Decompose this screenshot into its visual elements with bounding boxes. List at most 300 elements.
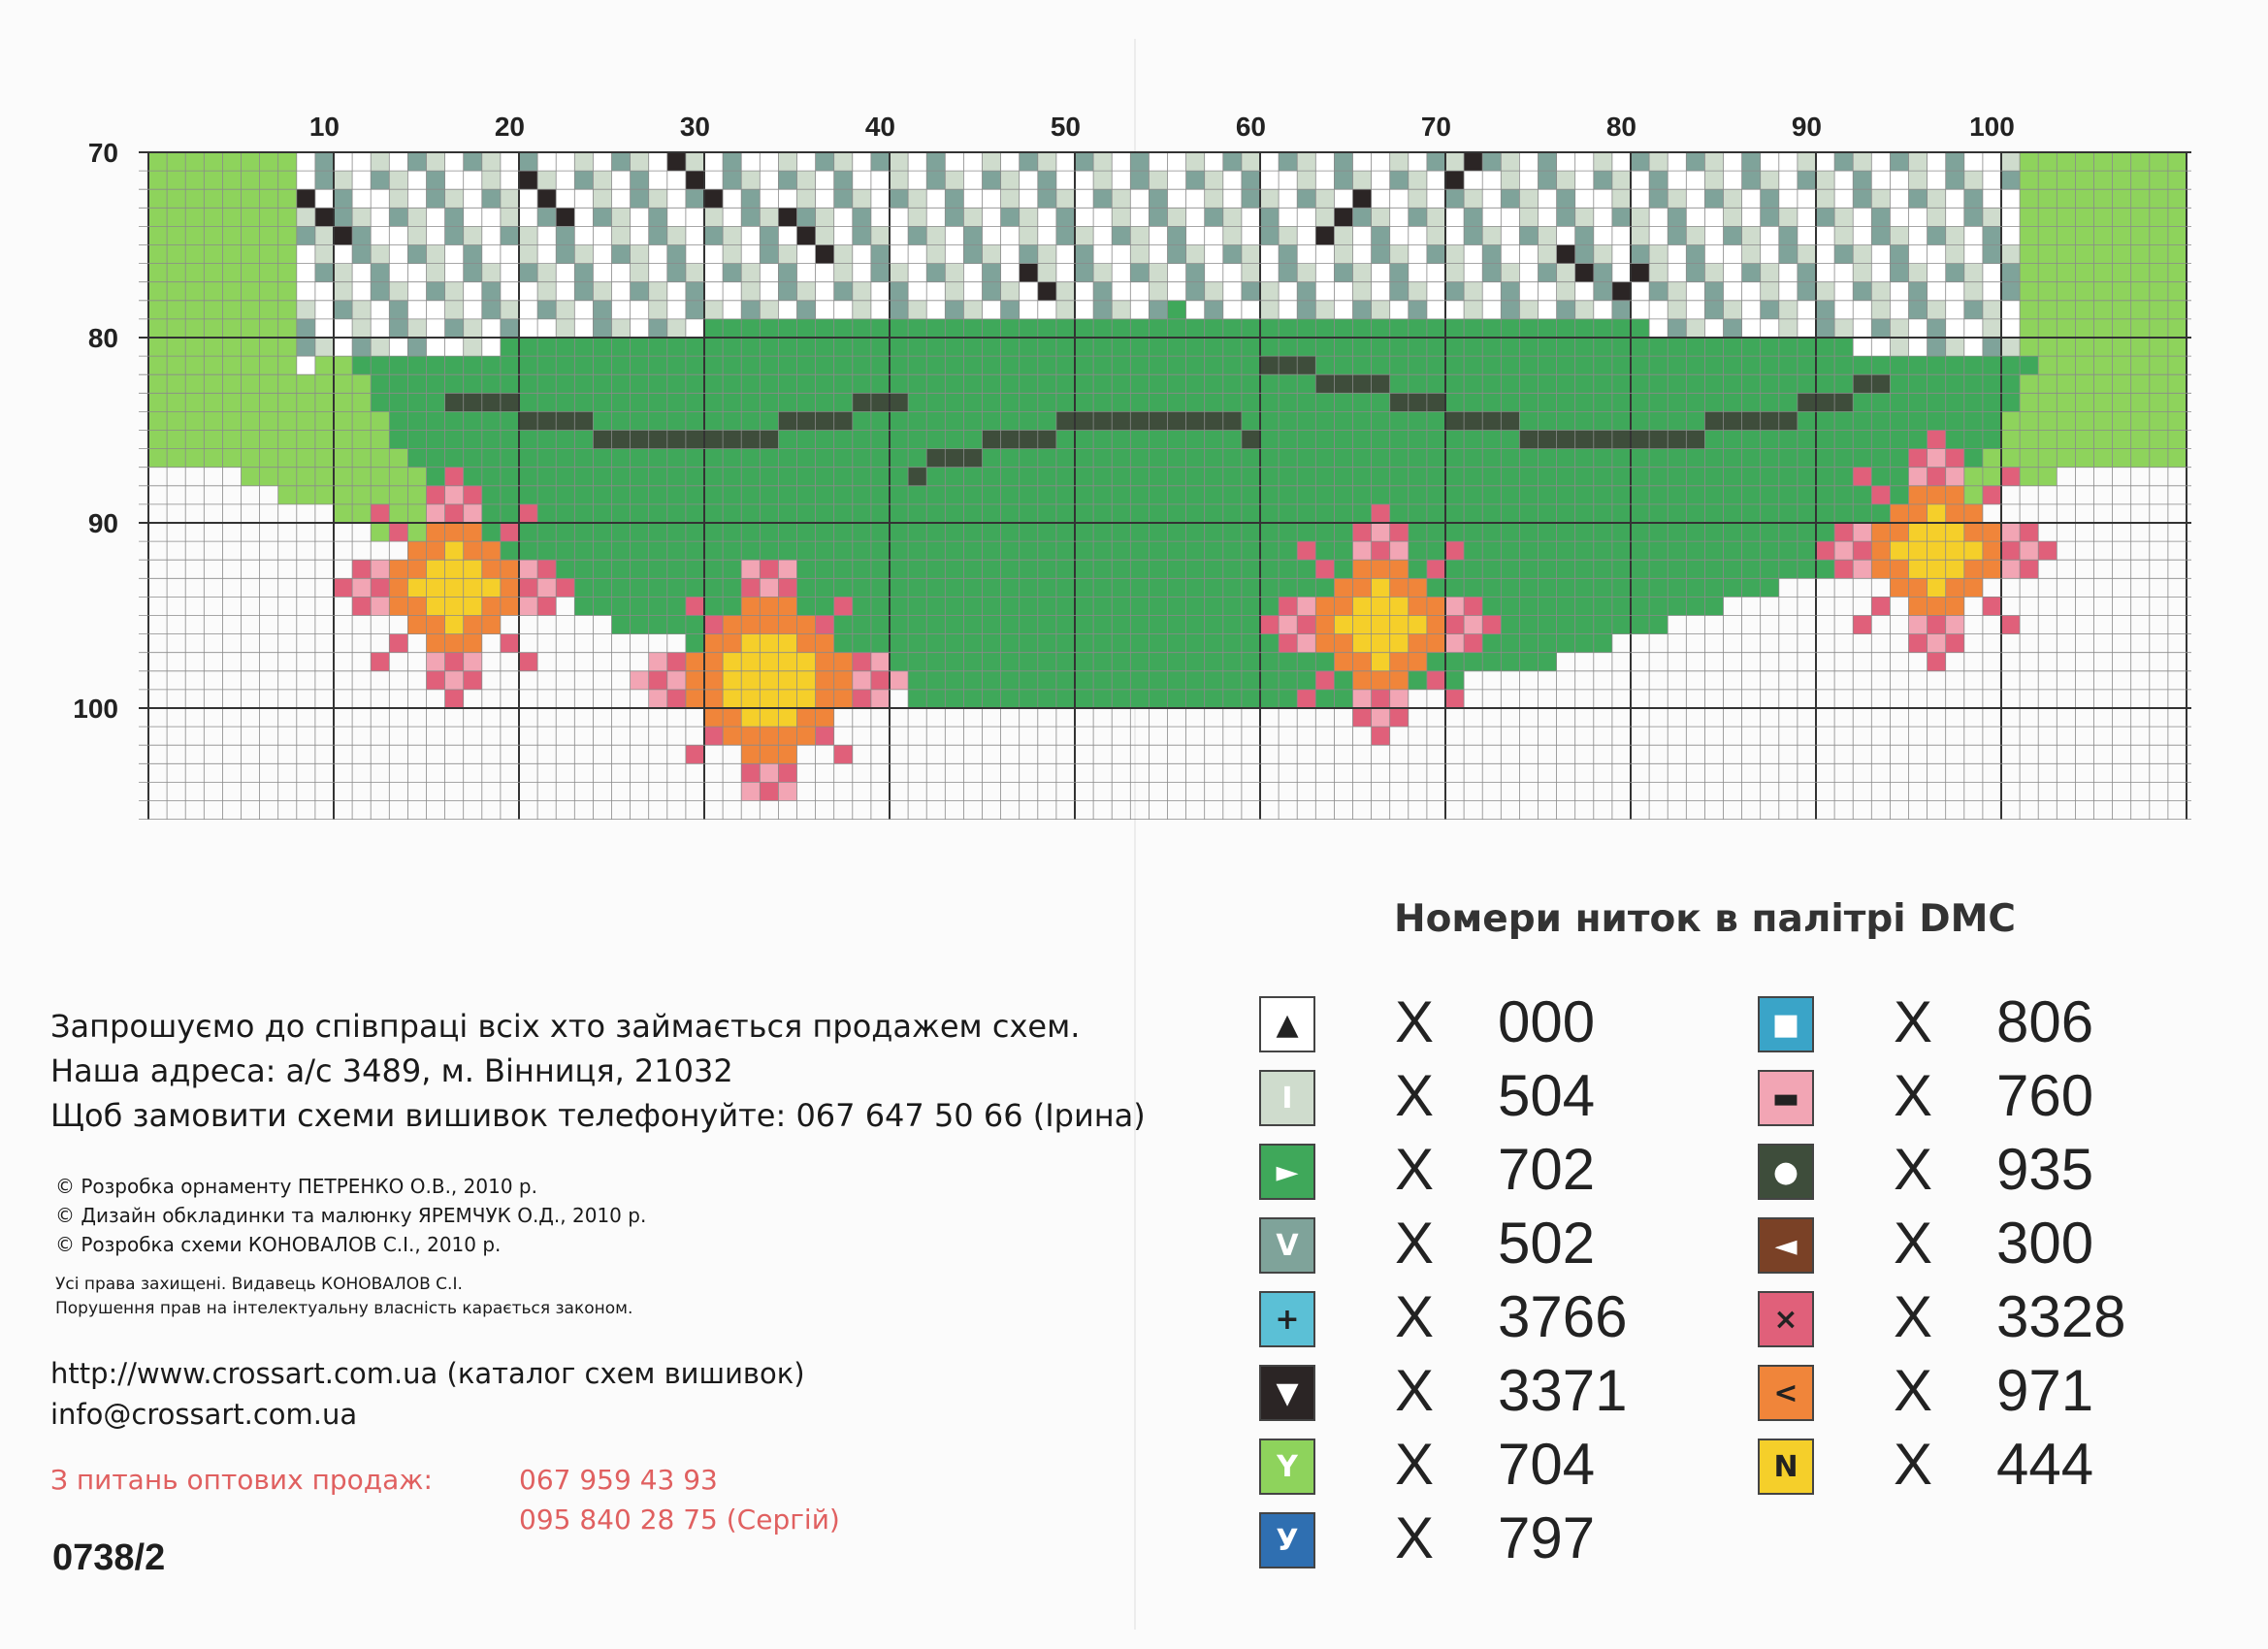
stitch-cell	[1242, 264, 1260, 282]
stitch-cell	[1223, 634, 1242, 653]
vine-cell	[1279, 356, 1297, 374]
stitch-cell	[1130, 264, 1149, 282]
stitch-cell	[1315, 282, 1334, 301]
stitch-cell	[407, 374, 426, 393]
stitch-cell	[631, 468, 649, 486]
dmc-number: 3766	[1498, 1284, 1628, 1349]
stitch-cell	[1297, 264, 1315, 282]
stitch-cell	[1557, 189, 1575, 208]
stitch-cell	[222, 264, 241, 282]
stitch-cell	[983, 486, 1001, 504]
stitch-cell	[1501, 616, 1519, 634]
flower-cell	[816, 690, 834, 708]
stitch-cell	[649, 226, 667, 244]
stitch-cell	[1075, 578, 1093, 597]
stitch-cell	[1482, 245, 1501, 264]
color-swatch	[1259, 1144, 1315, 1200]
stitch-cell	[1149, 690, 1167, 708]
vine-cell	[501, 393, 519, 411]
stitch-cell	[389, 486, 407, 504]
stitch-cell	[945, 356, 963, 374]
stitch-cell	[741, 449, 760, 468]
stitch-cell	[464, 449, 482, 468]
stitch-cell	[204, 208, 222, 226]
cross-icon: ×	[1773, 1302, 1798, 1337]
stitch-cell	[741, 523, 760, 541]
stitch-cell	[1686, 411, 1704, 430]
stitch-cell	[704, 449, 723, 468]
stitch-cell	[593, 208, 611, 226]
stitch-cell	[1315, 468, 1334, 486]
stitch-cell	[593, 264, 611, 282]
stitch-cell	[1297, 560, 1315, 578]
stitch-cell	[1149, 393, 1167, 411]
stitch-cell	[1686, 226, 1704, 244]
stitch-cell	[1427, 319, 1445, 338]
stitch-cell	[1168, 171, 1186, 189]
stitch-cell	[816, 597, 834, 615]
stitch-cell	[871, 616, 890, 634]
stitch-cell	[890, 226, 908, 244]
stitch-cell	[723, 245, 741, 264]
stitch-cell	[1649, 301, 1668, 319]
flower-cell	[704, 727, 723, 745]
stitch-cell	[631, 301, 649, 319]
stitch-cell	[760, 338, 778, 356]
stitch-cell	[1223, 282, 1242, 301]
flower-cell	[407, 616, 426, 634]
stitch-cell	[445, 449, 464, 468]
stitch-cell	[1427, 245, 1445, 264]
stitch-cell	[649, 560, 667, 578]
stitch-cell	[482, 356, 501, 374]
stitch-cell	[371, 282, 389, 301]
stitch-cell	[1816, 301, 1834, 319]
stitch-cell	[1279, 690, 1297, 708]
stitch-cell	[2168, 264, 2187, 282]
stitch-cell	[1871, 152, 1890, 171]
flower-cell	[464, 616, 482, 634]
plus-icon: +	[1275, 1302, 1300, 1337]
stitch-cell	[1557, 560, 1575, 578]
flower-cell	[1334, 653, 1352, 671]
stitch-cell	[315, 319, 334, 338]
stitch-cell	[983, 504, 1001, 523]
flower-cell	[834, 653, 853, 671]
stitch-cell	[612, 504, 631, 523]
stitch-cell	[945, 597, 963, 615]
stitch-cell	[926, 468, 945, 486]
stitch-cell	[1056, 189, 1075, 208]
vine-cell	[1409, 393, 1427, 411]
stitch-cell	[482, 152, 501, 171]
flower-cell	[1890, 578, 1908, 597]
stitch-cell	[816, 541, 834, 560]
stitch-cell	[2001, 264, 2020, 282]
stitch-cell	[1816, 356, 1834, 374]
stitch-cell	[222, 319, 241, 338]
stitch-cell	[334, 319, 352, 338]
vine-cell	[1445, 411, 1464, 430]
stitch-cell	[1742, 449, 1761, 468]
stitch-cell	[1928, 264, 1946, 282]
stitch-cell	[908, 411, 926, 430]
stitch-cell	[519, 468, 537, 486]
stitch-cell	[1149, 264, 1167, 282]
stitch-cell	[816, 208, 834, 226]
stitch-cell	[260, 374, 278, 393]
flower-cell	[741, 671, 760, 690]
stitch-cell	[760, 523, 778, 541]
stitch-cell	[1983, 171, 2001, 189]
stitch-cell	[1594, 504, 1612, 523]
stitch-cell	[2094, 374, 2113, 393]
stitch-cell	[926, 634, 945, 653]
stitch-cell	[871, 560, 890, 578]
stitch-cell	[389, 301, 407, 319]
flower-cell	[1928, 653, 1946, 671]
stitch-cell	[1409, 671, 1427, 690]
stitch-cell	[1501, 468, 1519, 486]
stitch-cell	[1020, 449, 1038, 468]
color-swatch	[1259, 1217, 1315, 1274]
stitch-cell	[741, 374, 760, 393]
stitch-cell	[926, 282, 945, 301]
stitch-cell	[871, 374, 890, 393]
stitch-cell	[593, 338, 611, 356]
flower-cell	[1409, 616, 1427, 634]
stitch-cell	[1761, 541, 1779, 560]
stitch-cell	[612, 319, 631, 338]
stitch-cell	[853, 226, 871, 244]
vine-cell	[1704, 411, 1723, 430]
stitch-cell	[1186, 152, 1205, 171]
stitch-cell	[1704, 356, 1723, 374]
stitch-cell	[1704, 152, 1723, 171]
stitch-cell	[297, 171, 315, 189]
flower-cell	[445, 671, 464, 690]
stitch-cell	[1242, 338, 1260, 356]
stitch-cell	[1686, 393, 1704, 411]
stitch-cell	[1890, 356, 1908, 374]
stitch-cell	[1464, 504, 1482, 523]
stitch-cell	[1315, 171, 1334, 189]
stitch-cell	[1519, 393, 1538, 411]
stitch-cell	[1334, 189, 1352, 208]
stitch-cell	[185, 152, 204, 171]
stitch-cell	[1704, 449, 1723, 468]
stitch-cell	[1482, 578, 1501, 597]
stitch-cell	[1686, 319, 1704, 338]
stitch-cell	[1112, 578, 1130, 597]
stitch-cell	[1612, 523, 1631, 541]
stitch-cell	[1798, 152, 1816, 171]
stitch-cell	[1112, 671, 1130, 690]
less-than-icon: <	[1773, 1375, 1798, 1410]
stitch-cell	[908, 374, 926, 393]
stitch-cell	[649, 486, 667, 504]
flower-cell	[778, 578, 796, 597]
stitch-cell	[1890, 171, 1908, 189]
stitch-cell	[983, 171, 1001, 189]
flower-cell	[1890, 504, 1908, 523]
stitch-cell	[797, 486, 816, 504]
stitch-cell	[686, 282, 704, 301]
stitch-cell	[334, 282, 352, 301]
flower-cell	[371, 504, 389, 523]
stitch-cell	[1816, 226, 1834, 244]
stitch-cell	[2094, 393, 2113, 411]
stitch-cell	[945, 578, 963, 597]
stitch-cell	[1242, 208, 1260, 226]
stitch-cell	[1575, 374, 1594, 393]
flower-cell	[427, 504, 445, 523]
stitch-cell	[797, 189, 816, 208]
stitch-cell	[2113, 449, 2131, 468]
stitch-cell	[501, 301, 519, 319]
flower-cell	[816, 727, 834, 745]
stitch-cell	[1390, 338, 1409, 356]
stitch-cell	[407, 245, 426, 264]
stitch-cell	[1149, 245, 1167, 264]
stitch-cell	[2020, 431, 2038, 449]
stitch-cell	[797, 578, 816, 597]
flower-cell	[1372, 671, 1390, 690]
stitch-cell	[464, 208, 482, 226]
stitch-cell	[204, 245, 222, 264]
stitch-cell	[501, 486, 519, 504]
stitch-cell	[537, 431, 556, 449]
stitch-cell	[407, 226, 426, 244]
stitch-cell	[1427, 468, 1445, 486]
stitch-cell	[1168, 634, 1186, 653]
flower-cell	[797, 671, 816, 690]
stitch-cell	[1186, 616, 1205, 634]
stitch-cell	[1909, 319, 1928, 338]
stitch-cell	[871, 468, 890, 486]
stitch-cell	[1798, 431, 1816, 449]
stitch-cell	[352, 226, 371, 244]
stitch-cell	[278, 301, 297, 319]
stitch-cell	[315, 431, 334, 449]
stitch-cell	[2168, 356, 2187, 374]
stitch-cell	[1704, 468, 1723, 486]
stitch-cell	[890, 578, 908, 597]
stitch-cell	[1075, 597, 1093, 615]
stitch-cell	[464, 171, 482, 189]
stitch-cell	[334, 208, 352, 226]
stitch-cell	[704, 301, 723, 319]
email-link[interactable]: info@crossart.com.ua	[50, 1398, 358, 1431]
stitch-cell	[1798, 411, 1816, 430]
vine-cell	[631, 431, 649, 449]
stitch-cell	[1668, 226, 1686, 244]
stitch-cell	[1020, 189, 1038, 208]
stitch-cell	[945, 374, 963, 393]
stitch-cell	[407, 486, 426, 504]
stitch-cell	[1205, 486, 1223, 504]
stitch-cell	[983, 671, 1001, 690]
stitch-cell	[148, 374, 167, 393]
stitch-cell	[1334, 411, 1352, 430]
stitch-cell	[1390, 171, 1409, 189]
vine-cell	[1539, 431, 1557, 449]
stitch-cell	[631, 449, 649, 468]
stitch-cell	[1242, 541, 1260, 560]
stitch-cell	[908, 171, 926, 189]
flower-cell	[1297, 597, 1315, 615]
stitch-cell	[1909, 374, 1928, 393]
stitch-cell	[1020, 671, 1038, 690]
stitch-cell	[242, 171, 260, 189]
stitch-cell	[1093, 245, 1112, 264]
stitch-cell	[1409, 468, 1427, 486]
vine-cell	[1816, 393, 1834, 411]
stitch-cell	[1871, 171, 1890, 189]
stitch-cell	[1482, 393, 1501, 411]
dmc-number: 702	[1498, 1137, 1596, 1202]
color-swatch	[1758, 996, 1814, 1052]
stitch-cell	[482, 431, 501, 449]
flower-cell	[1871, 597, 1890, 615]
flower-cell	[778, 616, 796, 634]
flower-cell	[1909, 523, 1928, 541]
vine-cell	[1112, 411, 1130, 430]
stitch-cell	[242, 152, 260, 171]
stitch-cell	[1186, 449, 1205, 468]
stitch-cell	[704, 486, 723, 504]
stitch-cell	[1649, 226, 1668, 244]
stitch-cell	[1779, 356, 1798, 374]
stitch-cell	[1834, 264, 1853, 282]
flower-cell	[464, 597, 482, 615]
stitch-cell	[1575, 189, 1594, 208]
stitch-cell	[1761, 152, 1779, 171]
stitch-cell	[926, 393, 945, 411]
flower-cell	[686, 745, 704, 763]
stitch-cell	[1279, 338, 1297, 356]
stitch-cell	[1334, 171, 1352, 189]
stitch-cell	[1816, 468, 1834, 486]
stitch-cell	[1834, 504, 1853, 523]
stitch-cell	[1038, 486, 1056, 504]
stitch-cell	[1983, 245, 2001, 264]
stitch-cell	[1130, 653, 1149, 671]
stitch-cell	[1501, 264, 1519, 282]
stitch-cell	[2094, 264, 2113, 282]
stitch-cell	[1334, 152, 1352, 171]
stitch-cell	[278, 152, 297, 171]
stitch-cell	[574, 301, 593, 319]
stitch-cell	[1353, 226, 1372, 244]
flower-cell	[464, 541, 482, 560]
stitch-cell	[723, 264, 741, 282]
stitch-cell	[537, 319, 556, 338]
stitch-cell	[278, 374, 297, 393]
stitch-cell	[537, 152, 556, 171]
website-link[interactable]: http://www.crossart.com.ua (каталог схем вишивок)	[50, 1357, 805, 1390]
stitch-cell	[1242, 171, 1260, 189]
stitch-cell	[1649, 393, 1668, 411]
stitch-cell	[297, 431, 315, 449]
stitch-cell	[482, 264, 501, 282]
stitch-cell	[1130, 393, 1149, 411]
stitch-cell	[1575, 486, 1594, 504]
stitch-cell	[1704, 541, 1723, 560]
stitch-cell	[871, 486, 890, 504]
vine-cell	[1186, 411, 1205, 430]
stitch-cell	[1909, 245, 1928, 264]
dark-outline-cell	[1575, 264, 1594, 282]
flower-cell	[1390, 708, 1409, 727]
vine-cell	[1390, 393, 1409, 411]
stitch-cell	[1816, 431, 1834, 449]
flower-cell	[1353, 634, 1372, 653]
stitch-cell	[1001, 338, 1020, 356]
stitch-cell	[1260, 171, 1279, 189]
stitch-cell	[204, 319, 222, 338]
stitch-cell	[816, 356, 834, 374]
stitch-cell	[1409, 431, 1427, 449]
stitch-cell	[704, 468, 723, 486]
stitch-cell	[1834, 411, 1853, 430]
stitch-cell	[537, 523, 556, 541]
stitch-cell	[2113, 208, 2131, 226]
stitch-cell	[1761, 301, 1779, 319]
stitch-cell	[1946, 338, 1964, 356]
stitch-cell	[871, 208, 890, 226]
cross-stitch-mark: X	[1894, 989, 1933, 1054]
stitch-cell	[778, 431, 796, 449]
stitch-cell	[778, 189, 796, 208]
flower-cell	[704, 708, 723, 727]
stitch-cell	[1390, 245, 1409, 264]
stitch-cell	[983, 653, 1001, 671]
stitch-cell	[963, 264, 982, 282]
cross-stitch-mark: X	[1894, 1358, 1933, 1423]
stitch-cell	[1704, 301, 1723, 319]
vine-cell	[1334, 374, 1352, 393]
stitch-cell	[574, 245, 593, 264]
stitch-cell	[501, 264, 519, 282]
stitch-cell	[1112, 616, 1130, 634]
stitch-cell	[315, 411, 334, 430]
stitch-cell	[963, 653, 982, 671]
stitch-cell	[2038, 431, 2057, 449]
stitch-cell	[1409, 264, 1427, 282]
stitch-cell	[148, 189, 167, 208]
stitch-cell	[1519, 208, 1538, 226]
flower-cell	[1409, 634, 1427, 653]
stitch-cell	[983, 245, 1001, 264]
stitch-cell	[1168, 208, 1186, 226]
dark-outline-cell	[816, 245, 834, 264]
stitch-cell	[1315, 578, 1334, 597]
stitch-cell	[834, 208, 853, 226]
stitch-cell	[556, 449, 574, 468]
stitch-cell	[983, 578, 1001, 597]
stitch-cell	[1020, 578, 1038, 597]
stitch-cell	[537, 356, 556, 374]
stitch-cell	[983, 523, 1001, 541]
stitch-cell	[1315, 486, 1334, 504]
flower-cell	[445, 468, 464, 486]
stitch-cell	[890, 597, 908, 615]
stitch-cell	[1724, 338, 1742, 356]
stitch-cell	[1186, 338, 1205, 356]
stitch-cell	[853, 171, 871, 189]
flower-cell	[1464, 616, 1482, 634]
